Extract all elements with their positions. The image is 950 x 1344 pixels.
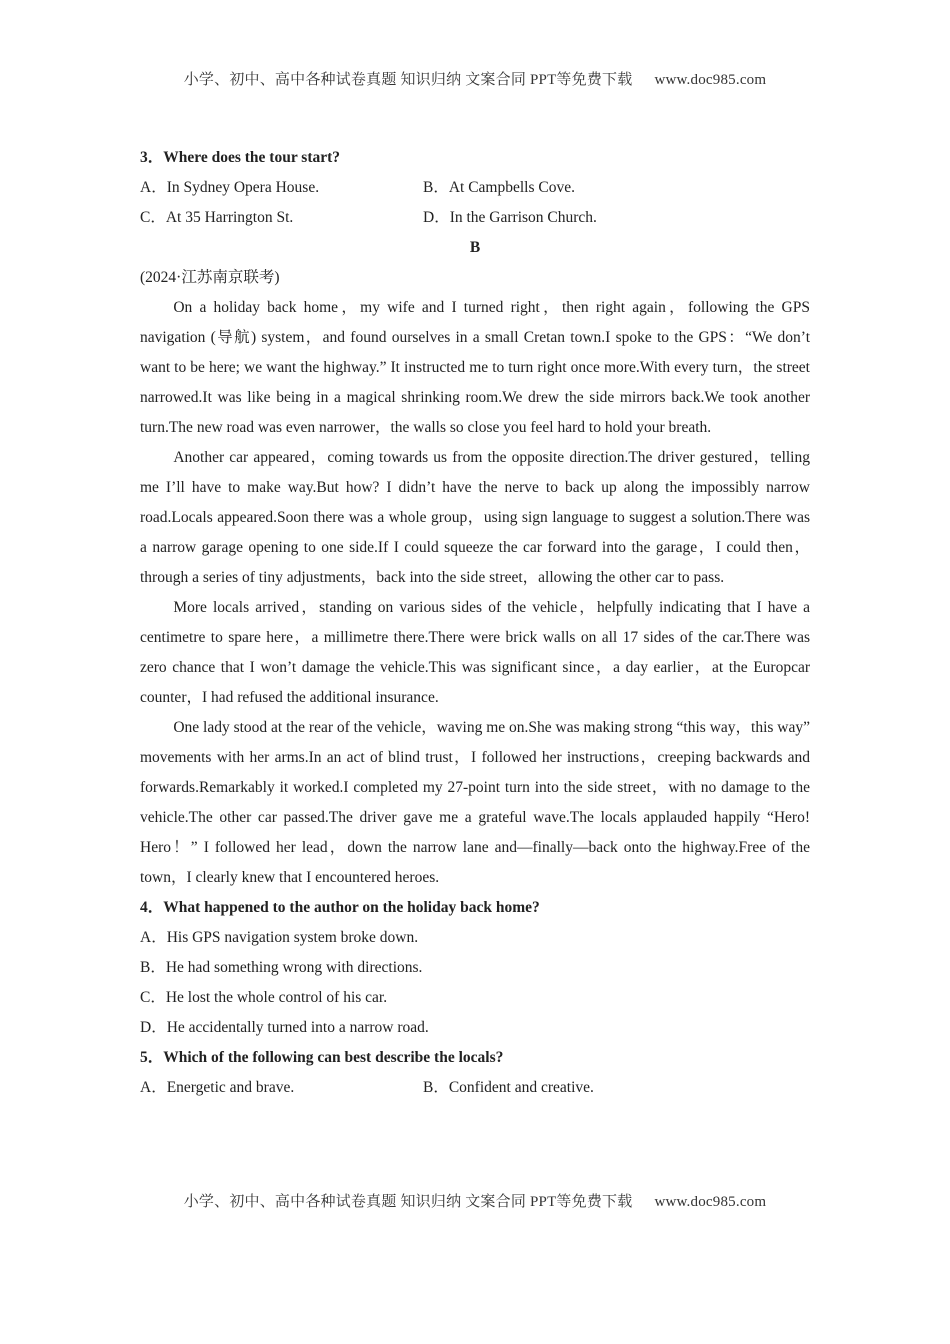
q3-option-b: B．At Campbells Cove. [423, 179, 575, 196]
page-content [140, 143, 810, 1103]
header-text: 小学、初中、高中各种试卷真题 知识归纳 文案合同 PPT等免费下载 [183, 72, 633, 88]
footer-text: 小学、初中、高中各种试卷真题 知识归纳 文案合同 PPT等免费下载 [183, 1194, 633, 1210]
q3-option-a: A．In Sydney Opera House. [140, 179, 320, 196]
q3-options-row-2 [140, 203, 810, 233]
q5-option-b: B．Confident and creative. [423, 1079, 594, 1096]
passage-paragraph-2: Another car appeared，coming towards us from the opposite direction.The driver gestured，telling me I’ll have to make way.But how? I didn’t have the nerve to back up along the impossibly narrow road.Locals appeared.Soon there was a whole group，using sign language to suggest a solution.There was a narrow garage opening to one side.If I could squeeze the car forward into the garage，I could then，through a series of tiny adjustments，back into the side street，allowing the other car to pass. [140, 449, 810, 586]
q4-option-d: D．He accidentally turned into a narrow road. [140, 1019, 429, 1036]
q3-option-d: D．In the Garrison Church. [423, 209, 597, 226]
q3-option-c: C．At 35 Harrington St. [140, 209, 294, 226]
header-url[interactable]: www.doc985.com [654, 72, 767, 88]
q4-option-a: A．His GPS navigation system broke down. [140, 929, 419, 946]
footer-url[interactable]: www.doc985.com [654, 1194, 767, 1210]
page-header [0, 68, 950, 89]
passage-paragraph-3: More locals arrived，standing on various sides of the vehicle，helpfully indicating that I have a centimetre to spare here，a millimetre there.There were brick walls on all 17 sides of the car.There was zero chance that I won’t damage the vehicle.This was significant since，a day earlier，at the Europcar counter，I had refused the additional insurance. [140, 599, 810, 706]
page-footer [0, 1190, 950, 1211]
q4-option-c: C．He lost the whole control of his car. [140, 989, 388, 1006]
passage-paragraph-1: On a holiday back home，my wife and I turned right，then right again，following the GPS navigation (导航) system，and found ourselves in a small Cretan town.I spoke to the GPS：“We don’t want to be here; we want the highway.” It instructed me to turn right once more.With every turn，the street narrowed.It was like being in a magical shrinking room.We drew the side mirrors back.We took another turn.The new road was even narrower，the walls so close you feel hard to hold your breath. [140, 299, 810, 436]
section-title: B [469, 239, 481, 256]
question-4: 4．What happened to the author on the holiday back home? [140, 899, 540, 916]
question-3: 3．Where does the tour start? [140, 149, 341, 166]
section-source: (2024·江苏南京联考) [140, 269, 280, 286]
question-5: 5．Which of the following can best describe the locals? [140, 1049, 504, 1066]
q5-options-row-1 [140, 1073, 810, 1103]
q3-options-row-1 [140, 173, 810, 203]
passage-paragraph-4: One lady stood at the rear of the vehicle，waving me on.She was making strong “this way，this way” movements with her arms.In an act of blind trust，I followed her instructions，creeping backwards and forwards.Remarkably it worked.I completed my 27-point turn into the side street，with no damage to the vehicle.The other car passed.The driver gave me a grateful wave.The locals applauded happily “Hero! Hero！” I followed her lead，down the narrow lane and—finally—back onto the highway.Free of the town，I clearly knew that I encountered heroes. [140, 719, 810, 886]
q5-option-a: A．Energetic and brave. [140, 1079, 295, 1096]
q4-option-b: B．He had something wrong with directions. [140, 959, 423, 976]
